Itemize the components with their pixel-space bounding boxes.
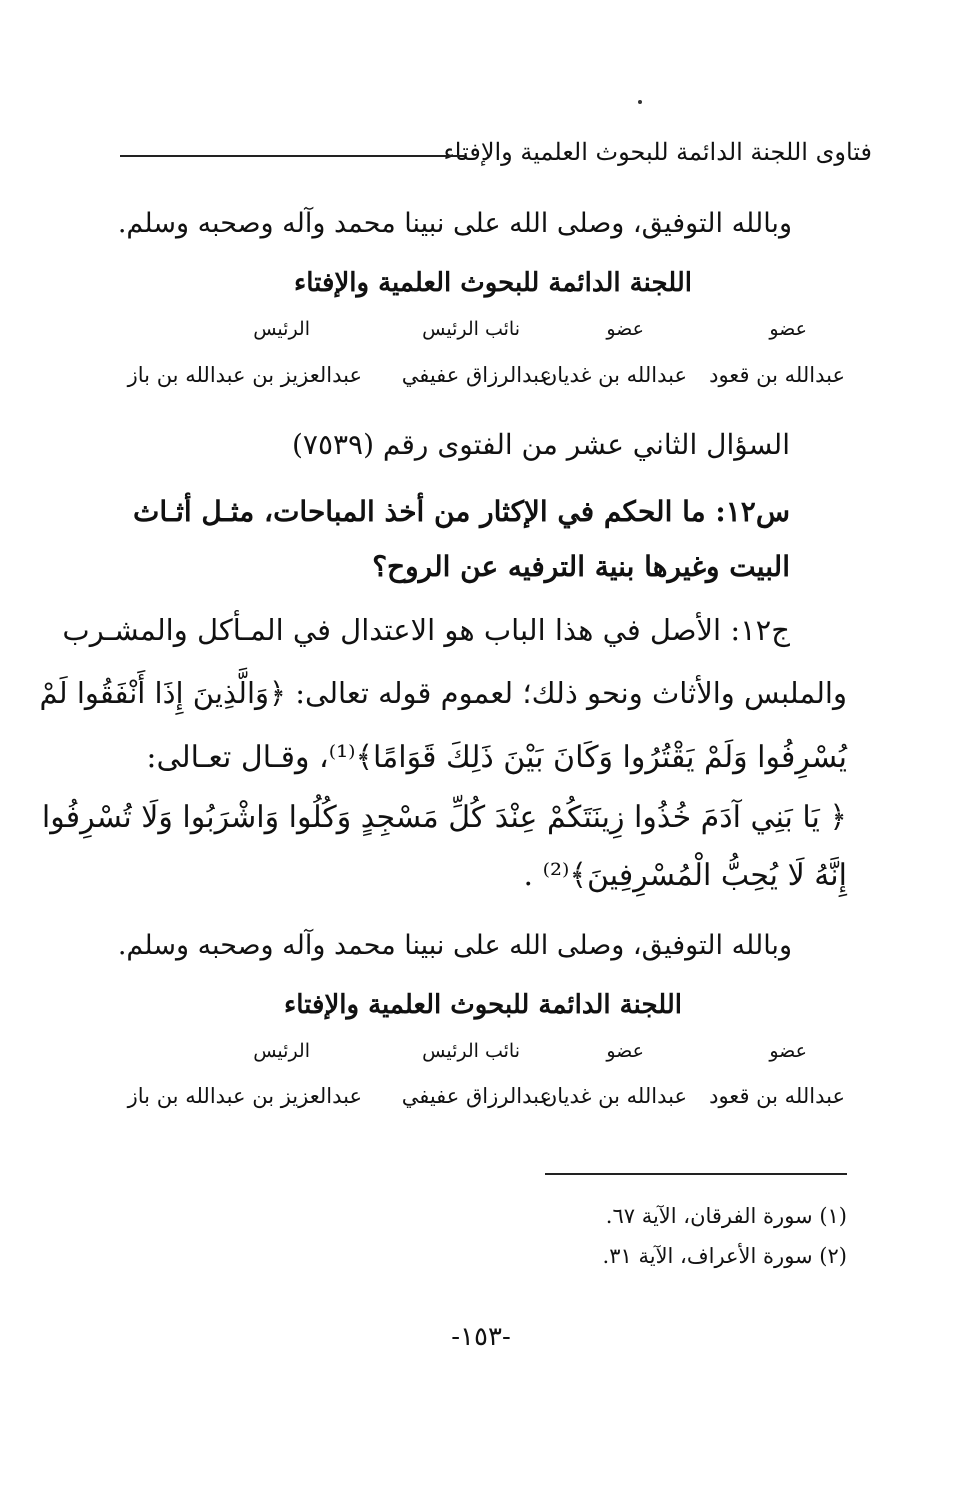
signatory-name: عبدالله بن غديان	[541, 363, 687, 387]
fatwa-reference: السؤال الثاني عشر من الفتوى رقم (٧٥٣٩)	[291, 428, 790, 461]
answer-line: يُسْرِفُوا وَلَمْ يَقْتُرُوا وَكَانَ بَيْنَ ذَلِكَ قَوَامًا﴾⁽¹⁾، وقـال تعـالى:	[146, 740, 847, 775]
scan-speck	[638, 100, 642, 104]
signatory-role: الرئيس	[253, 1040, 310, 1062]
quran-verse-line: إِنَّهُ لَا يُحِبُّ الْمُسْرِفِينَ﴾⁽²⁾ .	[523, 858, 847, 893]
signatory-role: نائب الرئيس	[422, 1040, 520, 1062]
signatory-role: عضو	[606, 1040, 644, 1062]
signatory-name: عبدالرزاق عفيفي	[401, 363, 552, 387]
footnote: (٢) سورة الأعراف، الآية ٣١.	[602, 1244, 847, 1268]
question-line: البيت وغيرها بنية الترفيه عن الروح؟	[372, 550, 790, 583]
answer-line: ج١٢: الأصل في هذا الباب هو الاعتدال في المـأكل والمشـرب	[62, 613, 790, 647]
closing-line: وبالله التوفيق، وصلى الله على نبينا محمد وآله وصحبه وسلم.	[117, 208, 792, 239]
closing-line: وبالله التوفيق، وصلى الله على نبينا محمد وآله وصحبه وسلم.	[117, 930, 792, 961]
header-rule	[120, 155, 465, 157]
signatory-name: عبدالله بن غديان	[541, 1084, 687, 1108]
quran-verse-line: ﴿ يَا بَنِي آدَمَ خُذُوا زِينَتَكُمْ عِنْدَ كُلِّ مَسْجِدٍ وَكُلُوا وَاشْرَبُوا وَلَا تُسْرِفُوا	[41, 800, 847, 835]
signatory-name: عبدالله بن قعود	[709, 363, 845, 387]
signatory-role: عضو	[769, 318, 807, 340]
footnote-separator	[545, 1173, 847, 1175]
signatory-role: نائب الرئيس	[422, 318, 520, 340]
signatory-name: عبدالعزيز بن عبدالله بن باز	[127, 1084, 362, 1108]
signatory-name: عبدالرزاق عفيفي	[401, 1084, 552, 1108]
header-title: فتاوى اللجنة الدائمة للبحوث العلمية والإفتاء	[443, 138, 872, 166]
signatory-name: عبدالعزيز بن عبدالله بن باز	[127, 363, 362, 387]
answer-line: والملبس والأثاث ونحو ذلك؛ لعموم قوله تعالى: ﴿وَالَّذِينَ إِذَا أَنْفَقُوا لَمْ	[39, 676, 847, 710]
question-line: س١٢: ما الحكم في الإكثار من أخذ المباحات، مثـل أثـاث	[133, 495, 790, 528]
committee-name: اللجنة الدائمة للبحوث العلمية والإفتاء	[294, 268, 692, 298]
page-number: -١٥٣-	[451, 1322, 511, 1352]
footnote: (١) سورة الفرقان، الآية ٦٧.	[605, 1204, 847, 1228]
running-header	[120, 138, 872, 172]
signatory-name: عبدالله بن قعود	[709, 1084, 845, 1108]
signatory-role: عضو	[769, 1040, 807, 1062]
signatory-role: الرئيس	[253, 318, 310, 340]
signatory-role: عضو	[606, 318, 644, 340]
committee-name: اللجنة الدائمة للبحوث العلمية والإفتاء	[284, 990, 682, 1020]
